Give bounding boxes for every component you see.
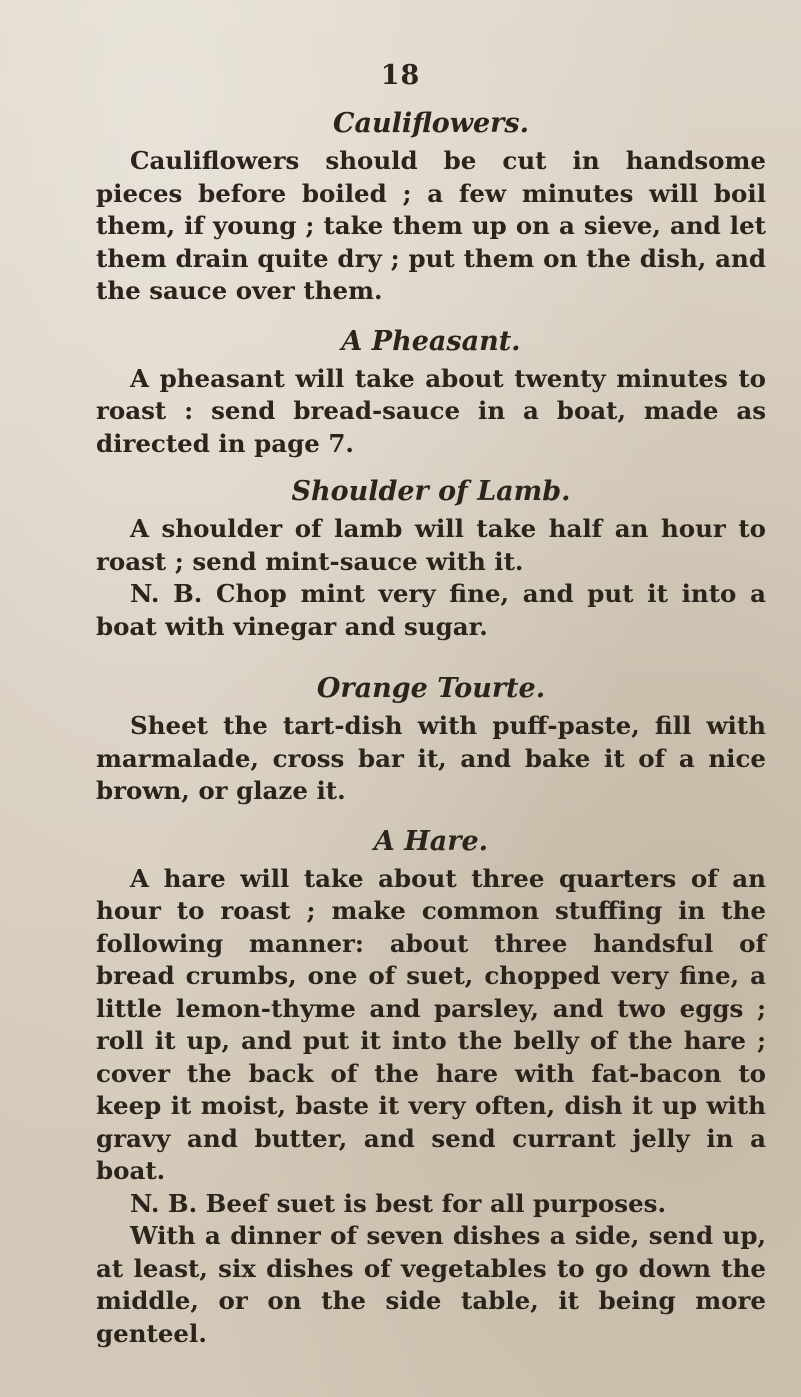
page-content (96, 108, 766, 1364)
paragraph: N. B. Chop mint very fine, and put it into a boat with vinegar and sugar. (96, 579, 766, 641)
section-heading: A Pheasant. (341, 325, 521, 357)
section-heading: Cauliflowers. (332, 108, 529, 139)
page-number: 18 (380, 60, 421, 91)
paragraph: A shoulder of lamb will take half an hour to roast ; send mint-sauce with it. (96, 514, 766, 576)
paragraph: Cauliflowers should be cut in handsome pieces before boiled ; a few minutes will boil them, if young ; take them up on a sieve, and let them drain quite dry ; put them on the dish, and the sauce over them. (96, 146, 766, 305)
section-heading: Orange Tourte. (316, 673, 546, 704)
section-heading: Shoulder of Lamb. (291, 476, 571, 507)
paragraph: Sheet the tart-dish with puff-paste, fill with marmalade, cross bar it, and bake it of a nice brown, or glaze it. (96, 711, 766, 805)
section-shoulder-of-lamb (96, 476, 766, 643)
section-cauliflowers (96, 108, 766, 308)
section-orange-tourte (96, 673, 766, 808)
section-pheasant (96, 326, 766, 461)
section-heading: A Hare. (373, 825, 489, 857)
paragraph: N. B. Beef suet is best for all purposes. (130, 1188, 666, 1218)
paragraph: A pheasant will take about twenty minutes to roast : send bread-sauce in a boat, made as directed in page 7. (96, 363, 766, 458)
paragraph: With a dinner of seven dishes a side, send up, at least, six dishes of vegetables to go down the middle, or on the side table, it being more genteel. (96, 1221, 766, 1348)
section-hare (96, 826, 766, 1351)
paragraph: A hare will take about three quarters of an hour to roast ; make common stuffing in the following manner: about three handsful of bread crumbs, one of suet, chopped very fine, a little lemon-thyme and parsley, and two eggs ; roll it up, and put it into the belly of the hare ; cover the back of the hare with fat-bacon to keep it moist, baste it very often, dish it up with gravy and butter, and send currant jelly in a boat. (96, 863, 766, 1185)
